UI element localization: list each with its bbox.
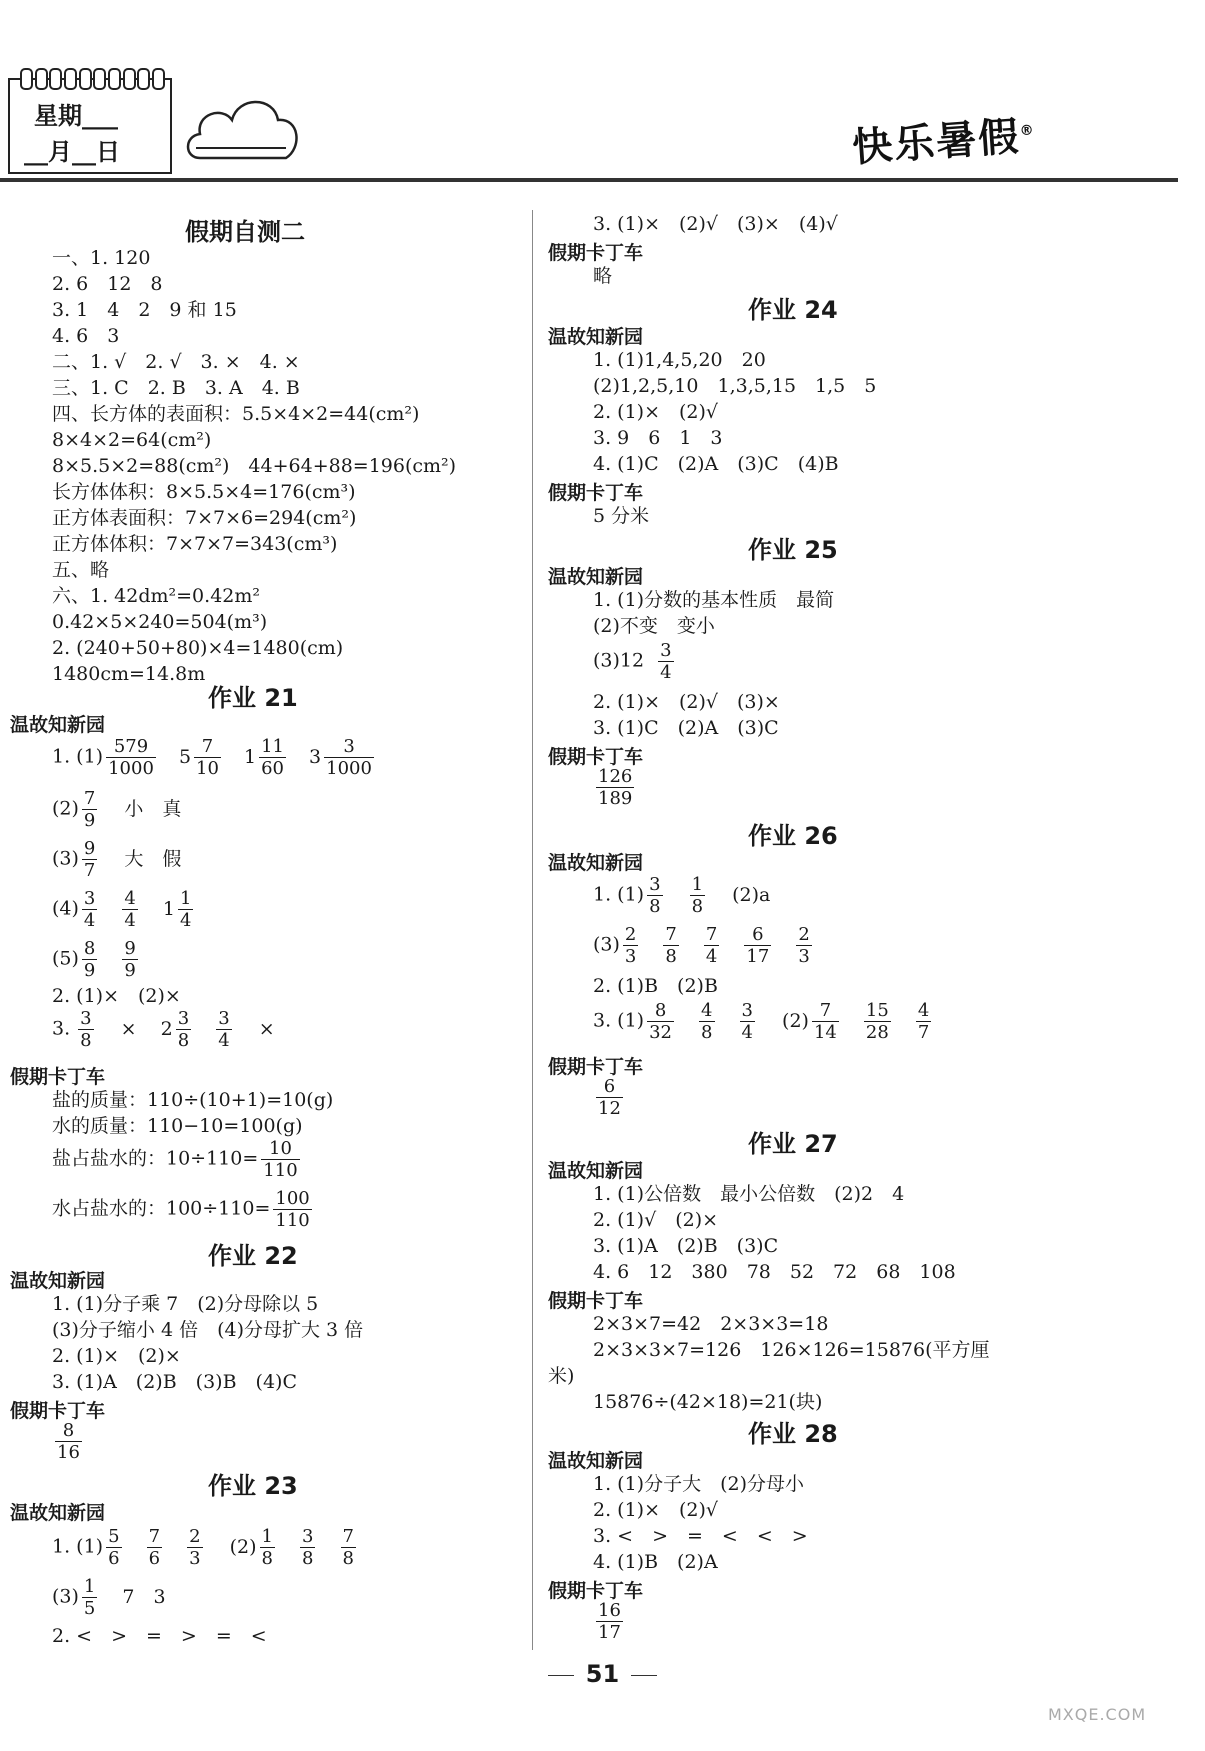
answer-line: 3. (1)A (2)B (3)B (4)C (52, 1371, 298, 1393)
answer-line: 略 (593, 265, 613, 287)
answer-line: (5) $\frac{8}{9}$ $\frac{9}{9}$ (52, 938, 136, 981)
answer-line: 1480cm=14.8m (52, 663, 206, 685)
answer-line: 3. (1)A (2)B (3)C (593, 1235, 779, 1257)
answer-line: 2. (1)B (2)B (593, 975, 718, 997)
subsection-label: 假期卡丁车 (548, 1580, 644, 1602)
answer-line: 盐的质量：110÷(10+1)=10(g) (52, 1089, 334, 1111)
answer-line: 0.42×5×240=504(m³) (52, 611, 268, 633)
subsection-label: 温故知新园 (548, 566, 644, 588)
answer-line: (2)不变 变小 (593, 615, 715, 637)
answer-line: 3. (1)× (2)√ (3)× (4)√ (593, 213, 838, 235)
answer-line: 2. 6 12 8 (52, 273, 163, 295)
answer-line: 2. (1)× (2)√ (3)× (593, 691, 780, 713)
answer-line: $\frac{6}{12}$ (598, 1076, 621, 1119)
answer-line: 8×4×2=64(cm²) (52, 429, 212, 451)
date-label: __月__日 (24, 138, 120, 166)
subsection-label: 温故知新园 (10, 1270, 106, 1292)
answer-line: (2) $\frac{7}{9}$ 小 真 (52, 788, 182, 831)
calendar-box (8, 78, 172, 174)
answer-line: 六、1. 42dm²=0.42m² (52, 585, 260, 607)
answer-line: $\frac{8}{16}$ (57, 1420, 80, 1463)
answer-line: 1. (1)分数的基本性质 最简 (593, 589, 835, 611)
subsection-label: 假期卡丁车 (548, 746, 644, 768)
section-title: 作业 21 (208, 684, 298, 712)
answer-line: 3. (1) $\frac{8}{32}$ $\frac{4}{8}$ $\frac{3}{4}$ (2) $\frac{7}{14}$ $\frac{15}{28}$ $\frac{4}{7}$ (593, 1000, 930, 1043)
answer-line: (3)分子缩小 4 倍 (4)分母扩大 3 倍 (52, 1319, 364, 1341)
answer-line: 水占盐水的：100÷110= $\frac{100}{110}$ (52, 1188, 310, 1231)
subsection-label: 假期卡丁车 (548, 242, 644, 264)
cloud-icon (182, 88, 302, 170)
calendar-rings (20, 68, 165, 88)
answer-line: $\frac{16}{17}$ (598, 1600, 621, 1643)
section-title: 作业 25 (748, 536, 838, 564)
section-title: 作业 24 (748, 296, 838, 324)
answer-line: 1. (1)公倍数 最小公倍数 (2)2 4 (593, 1183, 905, 1205)
answer-line: 四、长方体的表面积：5.5×4×2=44(cm²) (52, 403, 420, 425)
answer-line: 正方体表面积：7×7×6=294(cm²) (52, 507, 357, 529)
answer-line: 米) (548, 1365, 575, 1387)
subsection-label: 假期卡丁车 (548, 482, 644, 504)
answer-line: 3. < > = < < > (593, 1525, 808, 1547)
answer-line: 2. (1)× (2)× (52, 985, 181, 1007)
subsection-label: 假期卡丁车 (10, 1066, 106, 1088)
answer-line: (2)1,2,5,10 1,3,5,15 1,5 5 (593, 375, 877, 397)
answer-line: 2. (1)× (2)√ (593, 1499, 719, 1521)
answer-line: 3. (1)C (2)A (3)C (593, 717, 779, 739)
answer-line: 4. (1)C (2)A (3)C (4)B (593, 453, 839, 475)
answer-line: 1. (1) $\frac{579}{1000}$ 5 $\frac{7}{10}$ 1 $\frac{11}{60}$ 3 $\frac{3}{1000}$ (52, 736, 372, 779)
subsection-label: 温故知新园 (548, 852, 644, 874)
answer-line: 4. 6 12 380 78 52 72 68 108 (593, 1261, 956, 1283)
answer-line: 水的质量：110−10=100(g) (52, 1115, 303, 1137)
answer-line: 8×5.5×2=88(cm²) 44+64+88=196(cm²) (52, 455, 457, 477)
subsection-label: 温故知新园 (548, 1450, 644, 1472)
answer-line: (3)12 $\frac{3}{4}$ (593, 640, 672, 683)
section-title: 作业 28 (748, 1420, 838, 1448)
section-title: 作业 22 (208, 1242, 298, 1270)
answer-line: (3) $\frac{2}{3}$ $\frac{7}{8}$ $\frac{7}{4}$ $\frac{6}{17}$ $\frac{2}{3}$ (593, 924, 810, 967)
answer-line: 1. (1)1,4,5,20 20 (593, 349, 766, 371)
subsection-label: 假期卡丁车 (548, 1290, 644, 1312)
answer-line: 2. < > = > = < (52, 1625, 267, 1647)
brand-logo: 快乐暑假® (850, 113, 1037, 172)
watermark: MXQE.COM (1048, 1705, 1147, 1724)
answer-line: (3) $\frac{1}{5}$ 7 3 (52, 1576, 166, 1619)
answer-line: 15876÷(42×18)=21(块) (593, 1391, 823, 1413)
weekday-label: 星期___ (34, 102, 118, 130)
section-title: 作业 23 (208, 1472, 298, 1500)
answer-line: 3. 9 6 1 3 (593, 427, 723, 449)
answer-line: 1. (1) $\frac{5}{6}$ $\frac{7}{6}$ $\frac{2}{3}$ (2) $\frac{1}{8}$ $\frac{3}{8}$ $\frac{7}{8}$ (52, 1526, 354, 1569)
answer-line: 2. (1)× (2)× (52, 1345, 181, 1367)
answer-line: 一、1. 120 (52, 247, 151, 269)
answer-line: 二、1. √ 2. √ 3. × 4. × (52, 351, 300, 373)
subsection-label: 温故知新园 (548, 1160, 644, 1182)
answer-line: 2×3×3×7=126 126×126=15876(平方厘 (593, 1339, 990, 1361)
answer-line: 五、略 (52, 559, 110, 581)
answer-line: 1. (1) $\frac{3}{8}$ $\frac{1}{8}$ (2)a (593, 874, 771, 917)
answer-line: 三、1. C 2. B 3. A 4. B (52, 377, 300, 399)
column-divider (532, 210, 533, 1650)
answer-line: 2×3×7=42 2×3×3=18 (593, 1313, 829, 1335)
answer-line: 长方体体积：8×5.5×4=176(cm³) (52, 481, 356, 503)
subsection-label: 温故知新园 (548, 326, 644, 348)
answer-line: 2. (240+50+80)×4=1480(cm) (52, 637, 344, 659)
header-rule (0, 178, 1178, 182)
answer-line: $\frac{126}{189}$ (598, 766, 633, 809)
answer-line: 1. (1)分子大 (2)分母小 (593, 1473, 804, 1495)
page-number: 51 (0, 1660, 1205, 1688)
answer-line: 4. (1)B (2)A (593, 1551, 718, 1573)
section-title: 作业 26 (748, 822, 838, 850)
answer-line: 5 分米 (593, 505, 650, 527)
answer-line: 3. $\frac{3}{8}$ × 2 $\frac{3}{8}$ $\frac{3}{4}$ × (52, 1008, 275, 1051)
answer-line: 2. (1)√ (2)× (593, 1209, 719, 1231)
subsection-label: 假期卡丁车 (548, 1056, 644, 1078)
answer-line: 4. 6 3 (52, 325, 120, 347)
answer-line: 盐占盐水的：10÷110= $\frac{10}{110}$ (52, 1138, 298, 1181)
answer-line: 正方体体积：7×7×7=343(cm³) (52, 533, 338, 555)
subsection-label: 温故知新园 (10, 714, 106, 736)
subsection-label: 假期卡丁车 (10, 1400, 106, 1422)
page-header (0, 0, 1205, 190)
section-title: 假期自测二 (185, 218, 305, 246)
answer-line: 2. (1)× (2)√ (593, 401, 719, 423)
answer-line: 3. 1 4 2 9 和 15 (52, 299, 237, 321)
answer-line: 1. (1)分子乘 7 (2)分母除以 5 (52, 1293, 319, 1315)
subsection-label: 温故知新园 (10, 1502, 106, 1524)
answer-line: (3) $\frac{9}{7}$ 大 假 (52, 838, 182, 881)
answer-line: (4) $\frac{3}{4}$ $\frac{4}{4}$ 1 $\frac{1}{4}$ (52, 888, 192, 931)
section-title: 作业 27 (748, 1130, 838, 1158)
